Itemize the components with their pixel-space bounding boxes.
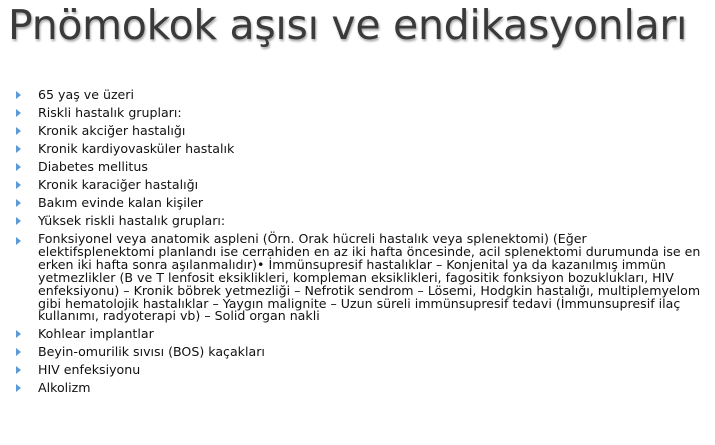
triangle-bullet-icon [16, 145, 21, 153]
list-item [14, 361, 704, 379]
triangle-bullet-icon [16, 163, 21, 171]
list-item-text: Kronik akciğer hastalığı [38, 123, 186, 138]
triangle-bullet-icon [16, 217, 21, 225]
triangle-bullet-icon [16, 366, 21, 374]
triangle-bullet-icon [16, 348, 21, 356]
slide-title: Pnömokok aşısı ve endikasyonları [8, 1, 688, 49]
list-item [14, 325, 704, 343]
list-item-text: Beyin-omurilik sıvısı (BOS) kaçakları [38, 344, 265, 360]
list-item [14, 104, 704, 122]
list-item-text: Bakım evinde kalan kişiler [38, 195, 204, 210]
list-item-text: Fonksiyonel veya anatomik aspleni (Örn. Orak hücreli hastalık veya splenektomi) (Eğer elektifsplenektomi planlandı ise cerrahiden en az iki hafta öncesinde, acil splenektomi durumunda ise en erken iki hafta sonra aşılanmalıdır)• İmmünsupresif hastalıklar – Konjenital ya da kazanılmış immün yetmezlikler (B ve T lenfosit eksiklikleri, kompleman eksiklikleri, fagositik fonksiyon bozuklukları, HIV enfeksiyonu) – Kronik böbrek yetmezliği – Nefrotik sendrom – Lösemi, Hodgkin hastalığı, multiplemyelom gibi hematolojik hastalıklar – Yaygın malignite – Uzun süreli immünsupresif tedavi (İmmunsupresif ilaç kullanımı, radyoterapi vb) – Solid organ nakli [38, 231, 701, 324]
list-item-text: Riskli hastalık grupları: [38, 105, 182, 120]
list-item [14, 122, 704, 140]
list-item [14, 343, 704, 361]
list-item-text: Kronik kardiyovasküler hastalık [38, 141, 235, 156]
triangle-bullet-icon [16, 91, 21, 99]
list-item [14, 86, 704, 104]
list-item [14, 158, 704, 176]
list-item-text: 65 yaş ve üzeri [38, 87, 134, 102]
list-item [14, 212, 704, 230]
bullet-list [14, 86, 704, 397]
triangle-bullet-icon [16, 237, 21, 245]
triangle-bullet-icon [16, 181, 21, 189]
triangle-bullet-icon [16, 384, 21, 392]
list-item [14, 230, 704, 325]
list-item-text: Diabetes mellitus [38, 159, 148, 174]
list-item-text: HIV enfeksiyonu [38, 362, 141, 378]
list-item-text: Kohlear implantlar [38, 326, 154, 342]
list-item [14, 140, 704, 158]
list-item-text: Yüksek riskli hastalık grupları: [38, 213, 226, 228]
list-item [14, 194, 704, 212]
list-item-text: Kronik karaciğer hastalığı [38, 177, 199, 192]
list-item [14, 176, 704, 194]
list-item [14, 379, 704, 397]
triangle-bullet-icon [16, 330, 21, 338]
triangle-bullet-icon [16, 127, 21, 135]
list-item-text: Alkolizm [38, 380, 91, 396]
triangle-bullet-icon [16, 199, 21, 207]
triangle-bullet-icon [16, 109, 21, 117]
